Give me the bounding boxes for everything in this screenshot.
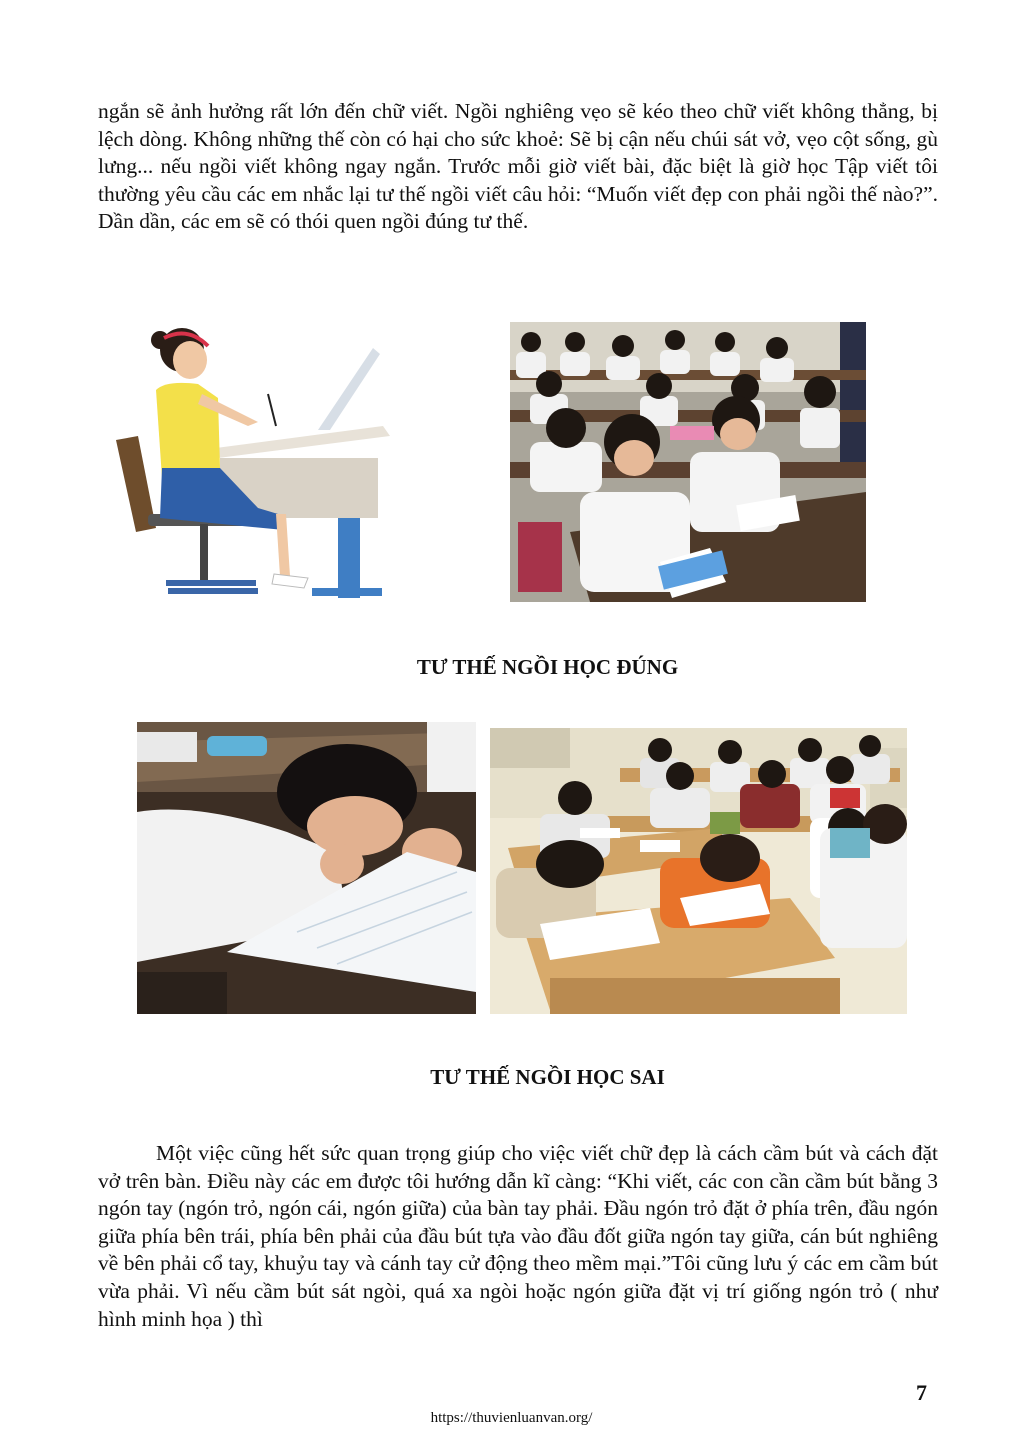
caption-correct-posture: TƯ THẾ NGỒI HỌC ĐÚNG: [416, 655, 679, 679]
paragraph-first: ngắn sẽ ảnh hưởng rất lớn đến chữ viết. Ngồi nghiêng vẹo sẽ kéo theo chữ viết không thẳng, bị lệch dòng. Không những thế còn có hại cho sức khoẻ: Sẽ bị cận nếu chúi sát vở, vẹo cột sống, gù lưng... nếu ngồi viết không ngay ngắn. Trước mỗi giờ viết bài, đặc biệt là giờ học Tập viết tôi thường yêu cầu các em nhắc lại tư thế ngồi viết câu hỏi: “Muốn viết đẹp con phải ngồi thế nào?”. Dần dần, các em sẽ có thói quen ngồi đúng tư thế.: [98, 99, 938, 234]
footer-url-link[interactable]: https://thuvienluanvan.org/: [430, 1410, 593, 1426]
photo-classroom-correct: [510, 322, 866, 602]
page-number: 7: [916, 1380, 927, 1405]
paragraph-second: Một việc cũng hết sức quan trọng giúp cho việc viết chữ đẹp là cách cầm bút và cách đặt vở trên bàn. Điều này các em được tôi hướng dẫn kĩ càng: “Khi viết, các con cần cầm bút bằng 3 ngón tay (ngón trỏ, ngón cái, ngón giữa) của bàn tay phải. Đầu ngón trỏ đặt ở phía trên, đầu ngón giữa phía bên trái, phía bên phải của đầu bút tựa vào đầu đốt giữa ngón tay giữa, cán bút nghiêng về bên phải cổ tay, khuỷu tay và cánh tay cử động theo mềm mại.”Tôi cũng lưu ý các em cầm bút vừa phải. Vì nếu cầm bút sát ngòi, quá xa ngòi hoặc ngón giữa đặt vị trí giống ngón trỏ ( như hình minh họa ) thì: [98, 1141, 938, 1331]
photo-girl-correct-posture: [108, 318, 398, 604]
photo-boy-wrong-posture: [137, 722, 476, 1014]
photo-classroom-wrong: [490, 728, 907, 1014]
caption-wrong-posture: TƯ THẾ NGỒI HỌC SAI: [430, 1065, 665, 1089]
